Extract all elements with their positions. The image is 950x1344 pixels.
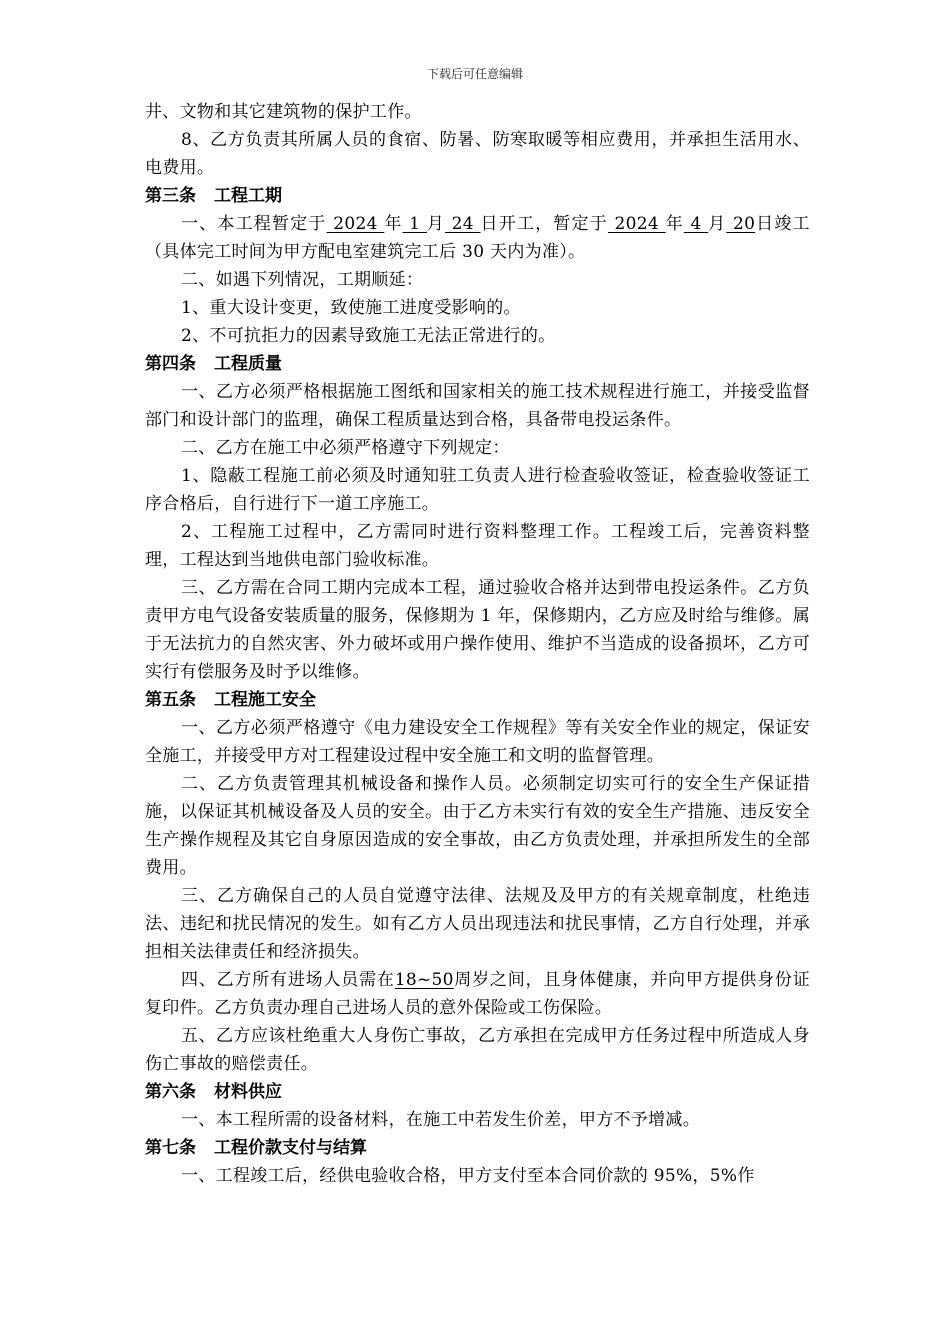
- page-header: 下载后可任意编辑: [426, 67, 523, 81]
- article-title: 工程施工安全: [214, 690, 316, 710]
- paragraph-age-requirement: [145, 966, 810, 1022]
- start-year-field: 2024: [333, 214, 378, 234]
- article-heading-6: [145, 1078, 810, 1106]
- article-heading-7: [145, 1134, 810, 1162]
- text-run: 日开工，暂定于: [480, 214, 608, 234]
- paragraph: 2、工程施工过程中，乙方需同时进行资料整理工作。工程竣工后，完善资料整理，工程达到当地供电部门验收标准。: [145, 522, 810, 570]
- article-number: 第五条: [145, 690, 196, 710]
- article-number: 第三条: [145, 186, 196, 206]
- paragraph: 井、文物和其它建筑物的保护工作。: [145, 102, 422, 122]
- paragraph-schedule: [145, 210, 810, 266]
- paragraph: 一、工程竣工后，经供电验收合格，甲方支付至本合同价款的 95%，5%作: [181, 1166, 755, 1186]
- start-day-field: 24: [451, 214, 474, 234]
- end-day-field: 20: [732, 214, 756, 234]
- age-range-field: 18~50: [394, 970, 454, 990]
- article-number: 第六条: [145, 1082, 196, 1102]
- end-month-field: 4: [690, 214, 702, 234]
- paragraph: 二、乙方负责管理其机械设备和操作人员。必须制定切实可行的安全生产保证措施，以保证其机械设备及人员的安全。由于乙方未实行有效的安全生产措施、违反安全生产操作规程及其它自身原因造成的安全事故，由乙方负责处理，并承担所发生的全部费用。: [145, 774, 810, 878]
- article-title: 工程质量: [214, 354, 282, 374]
- paragraph: 二、乙方在施工中必须严格遵守下列规定：: [181, 438, 510, 458]
- paragraph: 8、乙方负责其所属人员的食宿、防暑、防寒取暖等相应费用，并承担生活用水、电费用。: [145, 130, 810, 178]
- paragraph: 1、重大设计变更，致使施工进度受影响的。: [181, 298, 521, 318]
- paragraph: 2、不可抗拒力的因素导致施工无法正常进行的。: [181, 326, 556, 346]
- text-run: 月: [426, 214, 446, 234]
- paragraph: 三、乙方需在合同工期内完成本工程，通过验收合格并达到带电投运条件。乙方负责甲方电气设备安装质量的服务，保修期为 1 年，保修期内，乙方应及时给与维修。属于无法抗力的自然灾害、外力破坏或用户操作使用、维护不当造成的设备损坏，乙方可实行有偿服务及时予以维修。: [145, 578, 810, 682]
- text-run: 年: [384, 214, 403, 234]
- end-year-field: 2024: [614, 214, 660, 234]
- paragraph: 1、隐蔽工程施工前必须及时通知驻工负责人进行检查验收签证，检查验收签证工序合格后，自行进行下一道工序施工。: [145, 466, 810, 514]
- article-title: 材料供应: [214, 1082, 282, 1102]
- paragraph: 三、乙方确保自己的人员自觉遵守法律、法规及及甲方的有关规章制度，杜绝违法、违纪和扰民情况的发生。如有乙方人员出现违法和扰民事情，乙方自行处理，并承担相关法律责任和经济损失。: [145, 886, 810, 962]
- text-run: 一、本工程暂定于: [181, 214, 327, 234]
- paragraph: 一、本工程所需的设备材料，在施工中若发生价差，甲方不予增减。: [181, 1110, 700, 1130]
- article-title: 工程工期: [214, 186, 282, 206]
- text-run: 周岁之间，且身体健康，并向甲方提供身份证复印件。乙方负责办理自己进场人员的意外保险或工伤保险。: [145, 970, 810, 1018]
- article-number: 第四条: [145, 354, 196, 374]
- text-run: 四、乙方所有进场人员需在: [181, 970, 395, 990]
- paragraph: 五、乙方应该杜绝重大人身伤亡事故，乙方承担在完成甲方任务过程中所造成人身伤亡事故的赔偿责任。: [145, 1026, 810, 1074]
- article-heading-4: [145, 350, 810, 378]
- text-run: 月: [708, 214, 727, 234]
- paragraph: 一、乙方必须严格根据施工图纸和国家相关的施工技术规程进行施工，并接受监督部门和设计部门的监理，确保工程质量达到合格，具备带电投运条件。: [145, 382, 810, 430]
- article-number: 第七条: [145, 1138, 196, 1158]
- start-month-field: 1: [409, 214, 421, 234]
- document-body: [145, 98, 810, 1190]
- article-heading-3: [145, 182, 810, 210]
- article-heading-5: [145, 686, 810, 714]
- paragraph: 一、乙方必须严格遵守《电力建设安全工作规程》等有关安全作业的规定，保证安全施工，并接受甲方对工程建设过程中安全施工和文明的监督管理。: [145, 718, 810, 766]
- text-run: 日竣工（具体完工时间为甲方配电室建筑完工后 30 天内为准）。: [145, 214, 810, 262]
- paragraph: 二、如遇下列情况，工期顺延：: [181, 270, 424, 290]
- article-title: 工程价款支付与结算: [214, 1138, 367, 1158]
- text-run: 年: [665, 214, 684, 234]
